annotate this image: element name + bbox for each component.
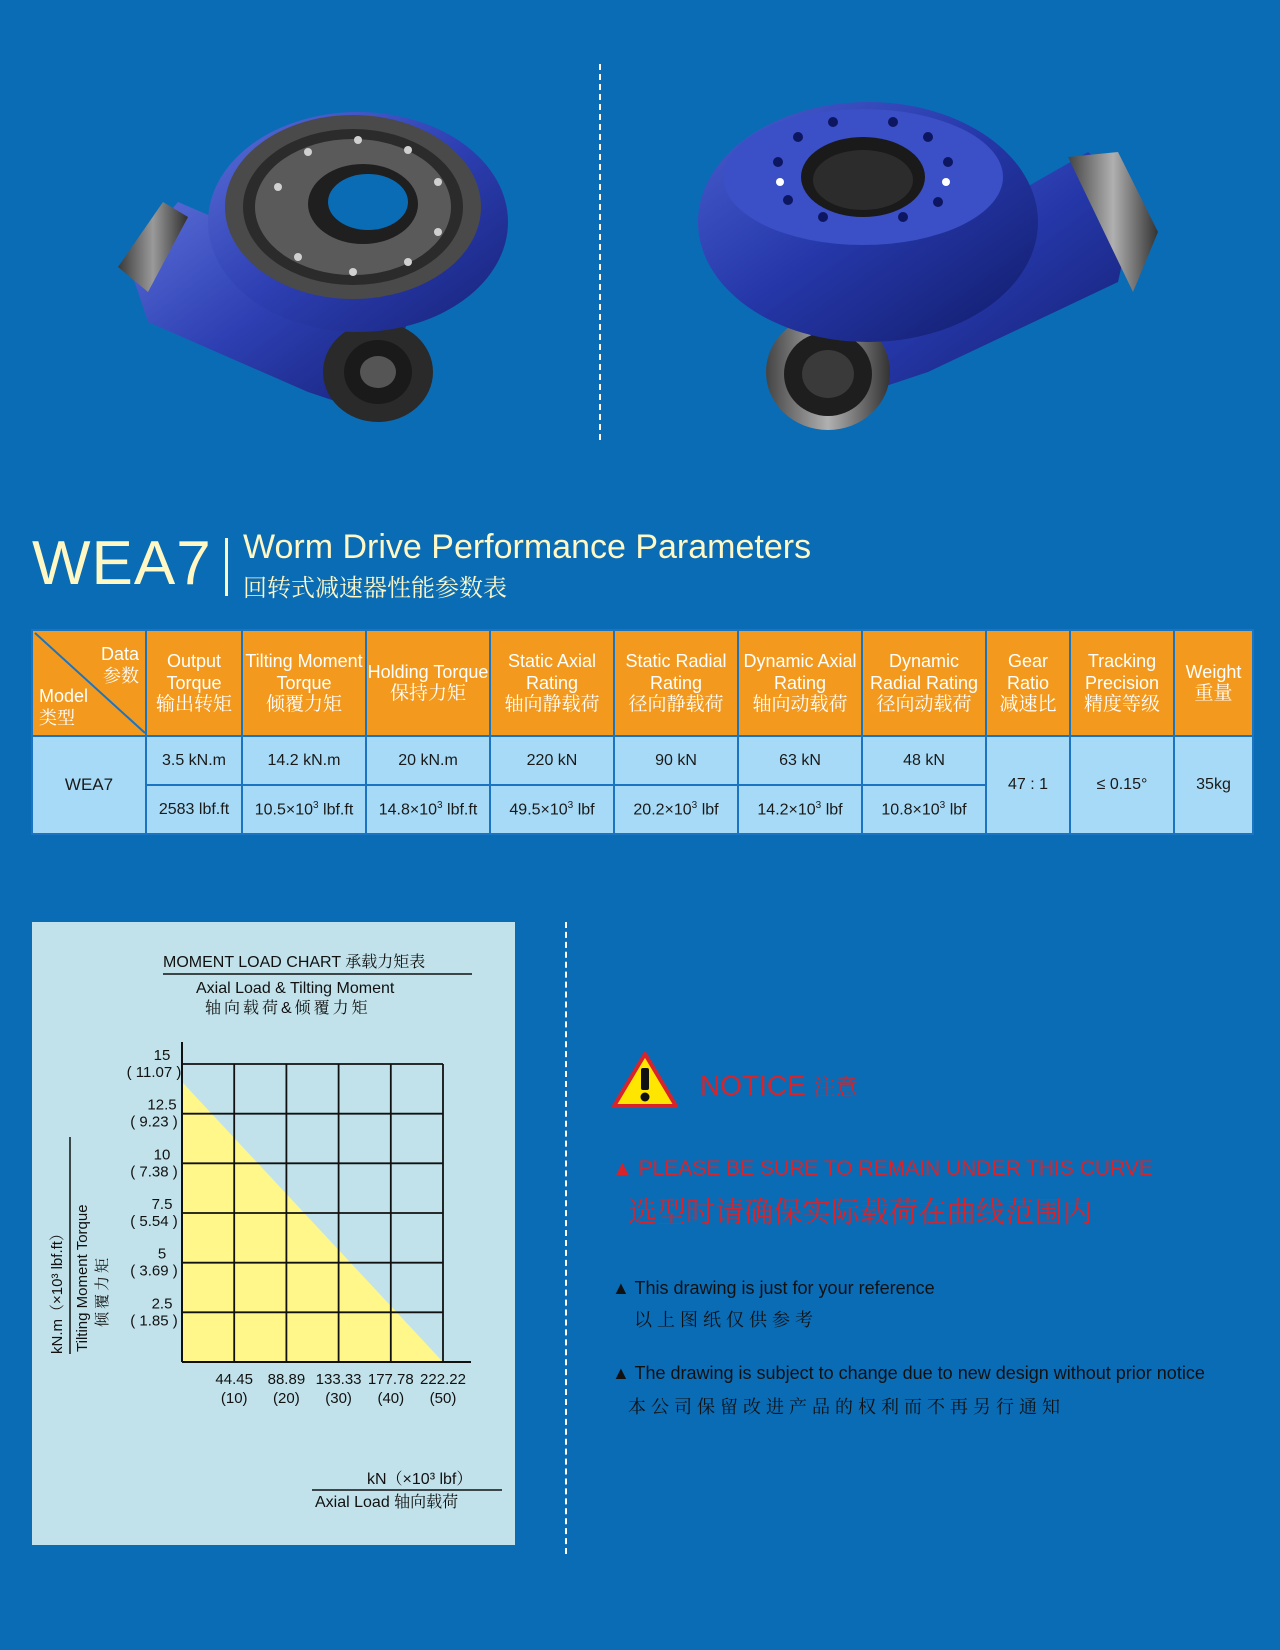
curve-warning-cn: 选型时请确保实际载荷在曲线范围内 xyxy=(628,1197,1093,1229)
corner-model-label: Model xyxy=(39,686,89,706)
reference-note-cn: 以上图纸仅供参考 xyxy=(634,1310,818,1330)
x-tick-label: 133.33 xyxy=(315,1371,362,1388)
header-holding-torque xyxy=(366,630,490,736)
header-label: Dynamic Axial Rating xyxy=(743,651,857,693)
table-cell: 48 kN xyxy=(862,736,986,785)
parameter-table xyxy=(31,629,1254,835)
header-label-cn: 径向静载荷 xyxy=(628,694,724,715)
header-label-cn: 轴向静载荷 xyxy=(504,694,600,715)
header-label: Tilting Moment Torque xyxy=(245,651,363,693)
table-cell: 90 kN xyxy=(614,736,738,785)
header-weight xyxy=(1174,630,1253,736)
chart-title: MOMENT LOAD CHART 承载力矩表 xyxy=(163,954,426,971)
corner-model-label-cn: 类型 xyxy=(39,708,75,728)
notice-title xyxy=(700,1070,858,1102)
header-label: Static Radial Rating xyxy=(625,651,727,693)
table-cell: 14.2 kN.m xyxy=(242,736,366,785)
header-static-radial xyxy=(614,630,738,736)
corner-data-label-cn: 参数 xyxy=(103,666,139,686)
x-axis-label: Axial Load 轴向载荷 xyxy=(315,1494,459,1511)
title-separator xyxy=(225,538,228,596)
y-tick-label: 15 xyxy=(153,1047,171,1064)
header-label-cn: 轴向动载荷 xyxy=(752,694,848,715)
y-tick-label: 5 xyxy=(157,1245,167,1263)
y-tick-sublabel: ( 3.69 ) xyxy=(130,1262,178,1280)
header-label: Weight xyxy=(1185,662,1242,682)
table-cell xyxy=(490,785,614,834)
corner-data-label: Data xyxy=(100,644,139,664)
y-tick-sublabel: ( 11.07 ) xyxy=(126,1064,182,1081)
x-tick-sublabel: (40) xyxy=(377,1390,405,1407)
cell-unit: lbf.ft xyxy=(198,800,230,818)
warning-icon xyxy=(610,1050,680,1110)
gear-ratio-cell: 47 : 1 xyxy=(986,736,1070,834)
cell-unit: lbf.ft xyxy=(447,801,478,819)
chart-subtitle: Axial Load & Tilting Moment xyxy=(196,980,395,997)
header-label: Holding Torque xyxy=(367,662,489,682)
page-title-cn: 回转式减速器性能参数表 xyxy=(243,575,507,602)
chart-subtitle-cn: 轴向载荷&倾覆力矩 xyxy=(205,1000,371,1017)
model-code: WEA7 xyxy=(32,529,212,598)
table-cell xyxy=(862,785,986,834)
header-tilting-moment xyxy=(242,630,366,736)
reference-note: ▲ This drawing is just for your reference xyxy=(612,1278,935,1298)
cell-exponent: 3 xyxy=(437,799,443,811)
product-image-front xyxy=(108,92,540,442)
cell-value: 10.8×10 xyxy=(881,801,940,819)
table-row-metric xyxy=(32,736,1253,785)
cell-value: 49.5×10 xyxy=(509,801,568,819)
precision-cell: ≤ 0.15° xyxy=(1070,736,1174,834)
table-corner-header xyxy=(32,630,146,736)
change-note: ▲ The drawing is subject to change due to new design without prior notice xyxy=(612,1363,1205,1383)
header-label: Output Torque xyxy=(166,651,222,693)
weight-cell: 35kg xyxy=(1174,736,1253,834)
notice-title-en: NOTICE xyxy=(700,1070,806,1101)
header-label: Tracking Precision xyxy=(1084,651,1160,693)
cell-unit: lbf xyxy=(825,801,843,819)
y-tick-label: 7.5 xyxy=(151,1196,173,1213)
cell-exponent: 3 xyxy=(691,799,698,811)
table-cell xyxy=(146,785,242,834)
cell-value: 10.5×10 xyxy=(254,801,314,819)
header-dynamic-axial xyxy=(738,630,862,736)
model-cell: WEA7 xyxy=(32,736,146,834)
table-cell xyxy=(366,785,490,834)
product-image-back xyxy=(688,82,1188,442)
moment-load-chart xyxy=(32,922,515,1545)
y-tick-sublabel: ( 1.85 ) xyxy=(130,1312,178,1330)
y-axis-unit: kN.m（×10³ lbf.ft） xyxy=(49,1226,66,1354)
chart-canvas xyxy=(32,922,515,1545)
cell-unit: lbf.ft xyxy=(323,801,354,819)
change-note-cn: 本公司保留改进产品的权利而不再另行通知 xyxy=(628,1397,1065,1417)
header-static-axial xyxy=(490,630,614,736)
x-tick-label: 177.78 xyxy=(367,1371,414,1388)
x-tick-label: 222.22 xyxy=(420,1371,466,1388)
header-label-cn: 精度等级 xyxy=(1083,694,1160,715)
header-dynamic-radial xyxy=(862,630,986,736)
cell-exponent: 3 xyxy=(313,799,319,811)
x-tick-sublabel: (50) xyxy=(429,1390,457,1407)
table-cell xyxy=(738,785,862,834)
x-tick-label: 44.45 xyxy=(215,1371,253,1388)
header-gear-ratio xyxy=(986,630,1070,736)
header-tracking-precision xyxy=(1070,630,1174,736)
table-cell xyxy=(614,785,738,834)
y-axis-label: Tilting Moment Torque xyxy=(74,1204,91,1352)
header-label-cn: 输出转矩 xyxy=(155,694,232,715)
cell-value: 2583 xyxy=(158,800,195,818)
cell-value: 14.8×10 xyxy=(378,801,438,819)
y-tick-sublabel: ( 5.54 ) xyxy=(130,1213,178,1230)
table-cell: 3.5 kN.m xyxy=(146,736,242,785)
header-label: Dynamic Radial Rating xyxy=(869,651,979,693)
plot-area xyxy=(127,1042,471,1407)
table-cell xyxy=(242,785,366,834)
page-title: Worm Drive Performance Parameters xyxy=(243,528,812,566)
x-tick-label: 88.89 xyxy=(267,1371,306,1388)
table-cell: 220 kN xyxy=(490,736,614,785)
notice-title-cn: 注意 xyxy=(813,1075,858,1100)
y-tick-sublabel: ( 9.23 ) xyxy=(130,1113,178,1131)
x-tick-sublabel: (20) xyxy=(273,1390,300,1407)
notice-divider xyxy=(565,922,567,1554)
cell-exponent: 3 xyxy=(815,799,822,811)
header-label-cn: 重量 xyxy=(1194,683,1233,704)
cell-unit: lbf xyxy=(701,801,719,819)
header-label-cn: 倾覆力矩 xyxy=(265,694,342,715)
header-output-torque xyxy=(146,630,242,736)
y-axis-label-cn: 倾覆力矩 xyxy=(94,1254,111,1327)
table-header-row xyxy=(32,630,1253,736)
top-divider xyxy=(599,64,601,440)
x-tick-sublabel: (30) xyxy=(325,1390,352,1407)
x-tick-sublabel: (10) xyxy=(220,1390,248,1407)
table-cell: 20 kN.m xyxy=(366,736,490,785)
header-label: Gear Ratio xyxy=(1006,651,1050,693)
cell-exponent: 3 xyxy=(939,799,946,811)
header-label-cn: 径向动载荷 xyxy=(876,694,972,715)
safe-load-area xyxy=(182,1082,443,1362)
y-tick-label: 2.5 xyxy=(151,1295,173,1313)
cell-unit: lbf xyxy=(949,801,967,819)
cell-value: 20.2×10 xyxy=(633,801,692,819)
table-cell: 63 kN xyxy=(738,736,862,785)
x-axis-unit: kN（×10³ lbf） xyxy=(367,1471,473,1488)
cell-value: 14.2×10 xyxy=(757,801,816,819)
cell-exponent: 3 xyxy=(567,799,574,811)
header-label-cn: 减速比 xyxy=(999,694,1057,715)
cell-unit: lbf xyxy=(577,801,595,819)
y-tick-label: 12.5 xyxy=(147,1096,177,1114)
y-tick-sublabel: ( 7.38 ) xyxy=(130,1163,178,1181)
header-label-cn: 保持力矩 xyxy=(389,683,466,704)
curve-warning: ▲ PLEASE BE SURE TO REMAIN UNDER THIS CURVE xyxy=(612,1157,1153,1180)
y-tick-label: 10 xyxy=(153,1146,171,1164)
header-label: Static Axial Rating xyxy=(507,651,597,693)
